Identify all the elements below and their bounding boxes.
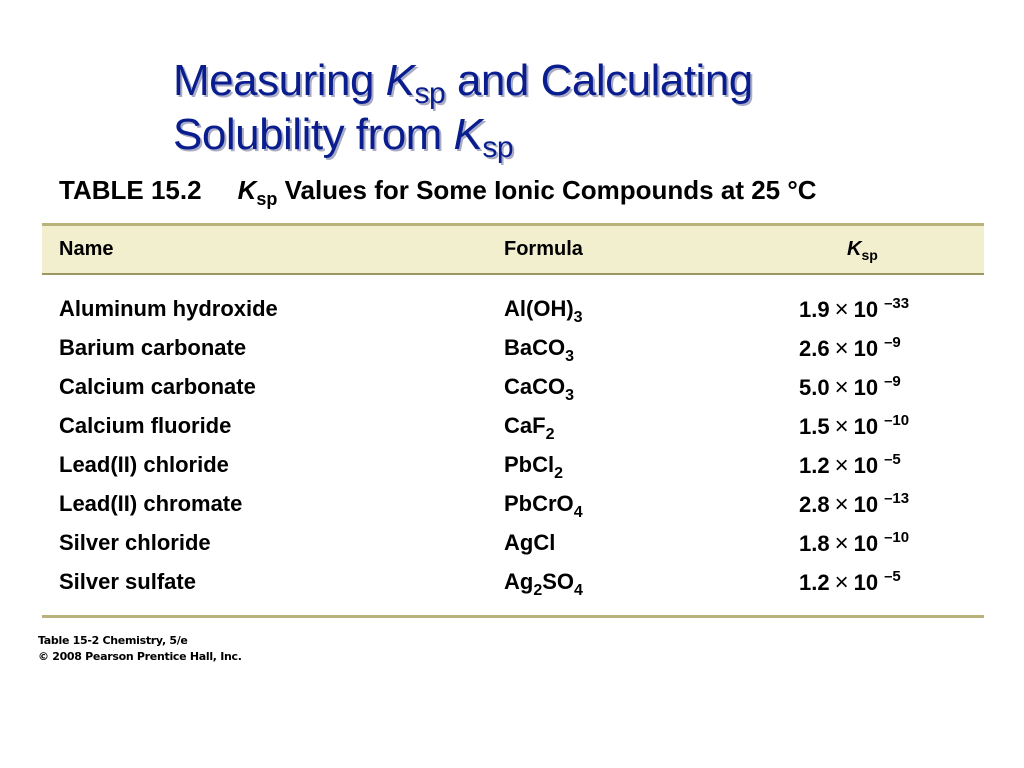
compound-formula: CaCO$_3$ (504, 374, 575, 404)
ksp-value: 1.9 × 10 $^{-33}$ (799, 295, 910, 323)
column-header-name: Name (59, 238, 114, 260)
exponent: –13 (884, 490, 910, 507)
table-row (42, 331, 984, 370)
times-symbol: × (834, 491, 849, 518)
table-row (42, 526, 984, 565)
ksp-value: 1.2 × 10 $^{-5}$ (799, 451, 901, 479)
exponent: –9 (884, 334, 901, 351)
ksp-value: 2.8 × 10 $^{-13}$ (799, 490, 910, 518)
exponent: –10 (884, 412, 910, 429)
ksp-value: 5.0 × 10 $^{-9}$ (799, 373, 901, 401)
compound-formula: PbCl$_2$ (504, 452, 564, 482)
table-header-row (42, 223, 984, 275)
source-line-1: Table 15-2 Chemistry, 5/e (38, 634, 188, 647)
table-body (42, 292, 984, 604)
compound-formula: CaF$_2$ (504, 413, 555, 443)
table-row (42, 448, 984, 487)
compound-name: Lead(II) chloride (59, 452, 229, 477)
ksp-value: 1.5 × 10 $^{-10}$ (799, 412, 910, 440)
table-number: TABLE 15.2 (59, 175, 202, 205)
table-row (42, 487, 984, 526)
compound-formula: BaCO$_3$ (504, 335, 575, 365)
times-symbol: × (834, 335, 849, 362)
source-credit (38, 633, 242, 665)
column-header-formula: Formula (504, 238, 583, 260)
slide-title-line-1: Measuring $K_{sp}$ and Calculating (173, 56, 753, 110)
table-row (42, 370, 984, 409)
compound-formula: $Al(OH)_3$ (504, 296, 583, 326)
exponent: –9 (884, 373, 901, 390)
table-caption: TABLE 15.2 $K_{sp}$ Values for Some Ionic Compounds at 25 °C (59, 175, 817, 209)
times-symbol: × (834, 374, 849, 401)
compound-name: Silver sulfate (59, 569, 196, 594)
exponent: –10 (884, 529, 910, 546)
ksp-value: 1.8 × 10 $^{-10}$ (799, 529, 910, 557)
compound-formula: PbCrO$_4$ (504, 491, 583, 521)
table-bottom-rule (42, 615, 984, 618)
compound-name: Lead(II) chromate (59, 491, 243, 516)
table-row (42, 565, 984, 604)
table-row (42, 409, 984, 448)
exponent: –5 (884, 451, 901, 468)
times-symbol: × (834, 413, 849, 440)
compound-formula: $Ag_2SO_4$ (504, 569, 583, 599)
copyright-line: © 2008 Pearson Prentice Hall, Inc. (38, 650, 242, 663)
compound-name: Aluminum hydroxide (59, 296, 278, 321)
exponent: –33 (884, 295, 910, 312)
ksp-value: 1.2 × 10 $^{-5}$ (799, 568, 901, 596)
times-symbol: × (834, 530, 849, 557)
column-header-ksp: $K_{sp}$ (847, 238, 878, 263)
compound-name: Calcium fluoride (59, 413, 232, 438)
table-row (42, 292, 984, 331)
times-symbol: × (834, 296, 849, 323)
ksp-value: 2.6 × 10 $^{-9}$ (799, 334, 901, 362)
slide-title-line-2: Solubility from $K_{sp}$ (173, 110, 514, 164)
slide-title (173, 54, 933, 162)
exponent: –5 (884, 568, 901, 585)
compound-name: Calcium carbonate (59, 374, 256, 399)
times-symbol: × (834, 569, 849, 596)
times-symbol: × (834, 452, 849, 479)
compound-name: Silver chloride (59, 530, 211, 555)
compound-formula: AgCl (504, 530, 556, 555)
compound-name: Barium carbonate (59, 335, 247, 360)
